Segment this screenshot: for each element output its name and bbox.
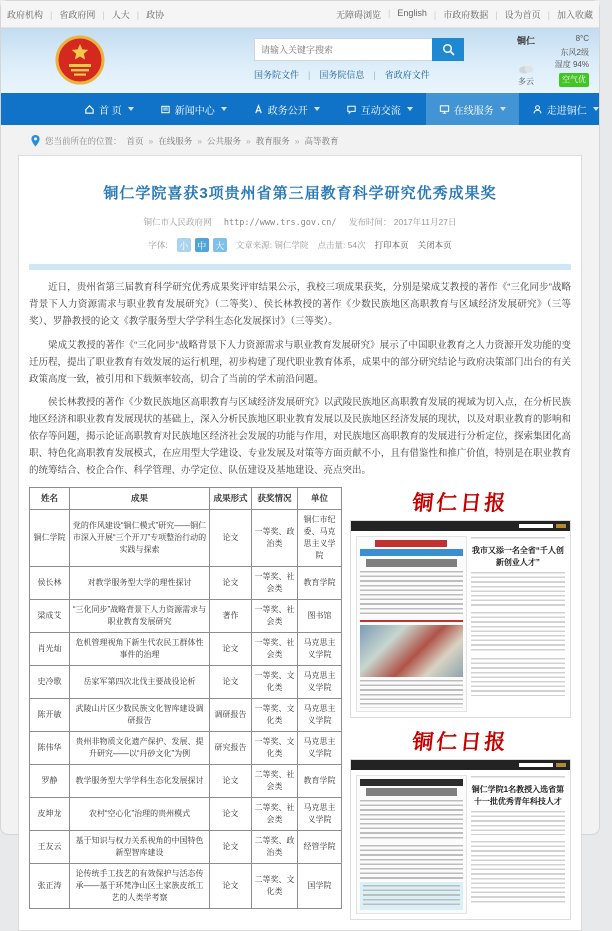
chevron-down-icon xyxy=(221,107,227,111)
awards-table xyxy=(29,487,342,909)
cell-unit: 教育学院 xyxy=(298,764,342,797)
font-large-button[interactable]: 大 xyxy=(213,238,227,252)
nav-label: 走进铜仁 xyxy=(546,105,587,117)
paper-text-sim xyxy=(360,680,463,708)
article-source: 文章来源: 铜仁学院 xyxy=(235,240,309,250)
cell-achievement: 党的作风建设“铜仁模式”研究——铜仁市深入开展“三个开刀”专项整治行动的实践与探索 xyxy=(70,509,210,566)
article-title: 铜仁学院喜获3项贵州省第三届教育科学研究优秀成果奖 xyxy=(103,185,497,202)
table-header-row xyxy=(30,487,342,509)
article-text-sim xyxy=(471,841,565,905)
cell-achievement: 农村“空心化”治理的贵州模式 xyxy=(70,797,210,830)
cell-achievement: 论传统手工技艺的有效保护与活态传承——基于环梵净山区土家族皮纸工艺的人类学考察 xyxy=(70,863,210,908)
cell-achievement: 基于知识与权力关系视角的中国特色新型智库建设 xyxy=(70,830,210,863)
cell-form: 论文 xyxy=(210,509,252,566)
nav-label: 新闻中心 xyxy=(174,105,215,117)
top-link[interactable]: | 市政府数据 xyxy=(427,8,488,21)
cell-form: 论文 xyxy=(210,566,252,599)
clipping-1-screenshot xyxy=(350,520,571,718)
cell-form: 论文 xyxy=(210,863,252,908)
air-quality-badge: 空气优 xyxy=(559,73,589,87)
cell-name: 史冷歌 xyxy=(30,665,70,698)
table-row xyxy=(30,830,342,863)
weather-temp: 8°C xyxy=(575,34,589,43)
cell-award: 二等奖、政治类 xyxy=(252,830,298,863)
publish-time: 发布时间： 2017年11月27日 xyxy=(348,217,457,227)
web-article xyxy=(471,536,565,712)
cell-form: 论文 xyxy=(210,665,252,698)
weather-humidity: 湿度 94% xyxy=(554,60,589,69)
search-area xyxy=(254,38,464,81)
cell-form: 论文 xyxy=(210,764,252,797)
home-icon xyxy=(84,104,95,115)
cell-achievement: 岳家军第四次北伐主要战役论析 xyxy=(70,665,210,698)
cell-award: 二等奖、文化类 xyxy=(252,863,298,908)
cell-name: 张正涛 xyxy=(30,863,70,908)
table-row xyxy=(30,863,342,908)
search-icon xyxy=(442,43,455,56)
awards-table-body xyxy=(30,509,342,908)
cell-award: 一等奖、社会类 xyxy=(252,566,298,599)
top-link[interactable]: | 人大 xyxy=(95,8,129,21)
cell-form: 论文 xyxy=(210,797,252,830)
close-page-button[interactable]: 关闭本页 xyxy=(417,240,452,250)
breadcrumb-link[interactable]: » 高等教育 xyxy=(290,135,339,147)
cell-form: 调研报告 xyxy=(210,698,252,731)
cell-unit: 国学院 xyxy=(298,863,342,908)
site-url[interactable]: http://www.trs.gov.cn/ xyxy=(223,218,337,228)
search-input[interactable] xyxy=(254,38,432,61)
paper-header-bar xyxy=(360,779,463,786)
search-button[interactable] xyxy=(432,38,464,61)
paper-headline-sim xyxy=(366,559,457,567)
cell-achievement: 对教学服务型大学的理性探讨 xyxy=(70,566,210,599)
col-header-unit: 单位 xyxy=(298,487,342,509)
site-header xyxy=(1,28,599,93)
nav-item-about-tongren[interactable] xyxy=(519,93,612,125)
monitor-icon xyxy=(439,104,450,115)
top-utility-bar xyxy=(1,1,599,28)
seal-icon xyxy=(253,104,264,115)
national-emblem-logo xyxy=(56,36,104,84)
main-nav xyxy=(1,93,599,125)
nav-item-online-services[interactable] xyxy=(426,93,519,125)
article-text-sim xyxy=(471,811,565,835)
person-icon xyxy=(532,104,543,115)
article-toolbar xyxy=(29,238,571,252)
cell-achievement: 贵州非物质文化遗产保护、发展、提升研究——以“丹砂文化”为例 xyxy=(70,731,210,764)
nav-label: 政务公开 xyxy=(267,105,308,117)
chevron-down-icon xyxy=(314,107,320,111)
nav-label: 首 页 xyxy=(99,105,122,117)
breadcrumb-link[interactable]: » 公共服务 xyxy=(192,135,241,147)
cell-name: 皮坤龙 xyxy=(30,797,70,830)
article-text-sim xyxy=(471,612,565,652)
article-paragraph: 侯长林教授的著作《少数民族地区高职教育与区域经济发展研究》以武陵民族地区高职教育发展的视域为切入点，在分析民族地区经济和职业教育发展现状的基础上，深入分析民族地区职业教育发展以及民族地区经济发展的现状，以及对职业教育的影响和依存等问题，揭示论证高职教育对民族地区经济社会发展的功能与作用，对民族地区高职教育的发展进行分析定位，探索集团化高职、特色化高职教育发展模式，在应用型大学建设、专业发展及对策等方面贡献不小，且有借鉴性和推广价值，特别是在职业教育的统筹结合、校企合作、科学管理、办学定位、队伍建设及基地建设、亮点突出。 xyxy=(29,397,571,477)
cell-unit: 马克思主义学院 xyxy=(298,698,342,731)
table-row xyxy=(30,698,342,731)
cloud-icon xyxy=(517,62,535,74)
table-row xyxy=(30,764,342,797)
clipping-2-screenshot xyxy=(350,759,571,920)
header-quick-links xyxy=(254,68,464,81)
cell-unit: 铜仁市纪委、马克思主义学院 xyxy=(298,509,342,566)
lower-content xyxy=(29,487,571,920)
cell-form: 论文 xyxy=(210,830,252,863)
cell-award: 一等奖、文化类 xyxy=(252,731,298,764)
quick-link[interactable]: | 国务院信息 xyxy=(299,68,364,81)
table-row xyxy=(30,731,342,764)
breadcrumb-link[interactable]: » 教育服务 xyxy=(241,135,290,147)
cell-name: 肖光灿 xyxy=(30,632,70,665)
table-row xyxy=(30,797,342,830)
nav-item-gov-affairs[interactable] xyxy=(240,93,333,125)
cell-award: 一等奖、文化类 xyxy=(252,665,298,698)
quick-link[interactable]: 国务院文件 xyxy=(254,70,300,80)
newspaper-masthead: 铜仁日报 xyxy=(411,728,510,754)
top-right-links xyxy=(336,8,593,21)
nav-item-home[interactable] xyxy=(71,93,147,125)
article-paragraph: 梁成艾教授的著作《“三化同步”战略背景下人力资源需求与职业教育发展研究》展示了中国职业教育之人力资源开发功能的变迁历程，提出了职业教育有效发展的运行机理，初步构建了现代职业教育体系，成果中的部分研究结论与政府决策部门出台的有关政策高度一致，被引用和下载频率较高，切合了当前的学术前沿问题。 xyxy=(29,339,571,385)
newspaper-clippings xyxy=(350,487,571,920)
table-row xyxy=(30,599,342,632)
cell-unit: 马克思主义学院 xyxy=(298,665,342,698)
top-link[interactable]: | English xyxy=(381,8,427,21)
article-date-sim xyxy=(471,537,565,541)
cell-form: 著作 xyxy=(210,599,252,632)
paper-masthead-bar xyxy=(375,540,447,547)
mini-search-button xyxy=(556,763,566,767)
cell-name: 罗静 xyxy=(30,764,70,797)
paper-blue-banner xyxy=(360,549,463,556)
top-link[interactable]: 无障碍浏览 xyxy=(336,9,382,20)
cell-name: 陈开敏 xyxy=(30,698,70,731)
scanned-newspaper-page xyxy=(356,536,467,712)
weather-widget xyxy=(517,34,589,87)
cell-unit: 经管学院 xyxy=(298,830,342,863)
cell-award: 一等奖、文化类 xyxy=(252,698,298,731)
section-divider xyxy=(29,264,571,270)
click-count: 点击量: 54次 xyxy=(317,240,366,250)
chevron-down-icon xyxy=(593,107,599,111)
article-paragraph: 近日，贵州省第三届教育科学研究优秀成果奖评审结果公示，我校三项成果获奖，分别是梁成艾教授的著作《“三化同步”战略背景下人力资源需求与职业教育发展研究》（二等奖）、侯长林教授的著作《少数民族地区高职教育与区域经济发展研究》（三等奖）、罗静教授的论文《教学服务型大学学科生态化发展探讨》（三等奖）。 xyxy=(29,282,571,327)
cell-achievement: “三化同步”战略背景下人力资源需求与职业教育发展研究 xyxy=(70,599,210,632)
mini-search-field xyxy=(519,524,553,528)
font-size-label: 字体: xyxy=(148,240,168,250)
mini-site-topbar xyxy=(351,521,570,531)
cell-unit: 马克思主义学院 xyxy=(298,632,342,665)
cell-name: 王友云 xyxy=(30,830,70,863)
cell-unit: 马克思主义学院 xyxy=(298,797,342,830)
cell-unit: 图书馆 xyxy=(298,599,342,632)
breadcrumb-prefix: 您当前所在的位置： xyxy=(45,136,122,146)
cell-achievement: 教学服务型大学学科生态化发展探讨 xyxy=(70,764,210,797)
clipping-headline: 铜仁学院1名教授入选省第十一批优秀青年科技人才 xyxy=(471,784,565,806)
cell-unit: 教育学院 xyxy=(298,566,342,599)
nav-item-interaction[interactable] xyxy=(333,93,426,125)
article-text-sim xyxy=(471,658,565,696)
weather-wind: 东风2级 xyxy=(560,48,589,57)
clipping-1 xyxy=(350,487,571,718)
nav-item-news[interactable] xyxy=(147,93,240,125)
cell-unit: 马克思主义学院 xyxy=(298,731,342,764)
newspaper-masthead: 铜仁日报 xyxy=(411,489,510,515)
top-link[interactable]: | 政协 xyxy=(130,8,164,21)
font-size-controls xyxy=(177,238,227,252)
top-link[interactable]: | 省政府网 xyxy=(43,8,95,21)
table-row xyxy=(30,665,342,698)
breadcrumb-link[interactable]: 首页 xyxy=(126,136,144,146)
breadcrumb-link[interactable]: » 在线服务 xyxy=(144,135,193,147)
cell-form: 论文 xyxy=(210,632,252,665)
paper-red-rule xyxy=(360,620,463,622)
font-medium-button[interactable]: 中 xyxy=(195,238,209,252)
top-link[interactable]: 政府机构 xyxy=(7,9,44,20)
newspaper-icon xyxy=(160,104,171,115)
mini-search-field xyxy=(519,763,553,767)
cell-award: 二等奖、社会类 xyxy=(252,797,298,830)
article-meta-source-line xyxy=(29,216,571,228)
chevron-down-icon xyxy=(407,107,413,111)
paper-headline-sim xyxy=(366,788,457,796)
cell-achievement: 武陵山片区少数民族文化智库建设调研报告 xyxy=(70,698,210,731)
top-link[interactable]: | 加入收藏 xyxy=(541,8,593,21)
article-card xyxy=(18,155,582,931)
quick-link[interactable]: | 省政府文件 xyxy=(364,68,429,81)
col-header-name: 姓名 xyxy=(30,487,70,509)
weather-city: 铜仁 xyxy=(517,36,536,46)
cell-award: 一等奖、社会类 xyxy=(252,599,298,632)
chat-bubble-icon xyxy=(346,104,357,115)
paper-text-sim xyxy=(360,845,463,879)
cell-name: 陈伟华 xyxy=(30,731,70,764)
cell-achievement: 危机管理视角下新生代农民工群体性事件的治理 xyxy=(70,632,210,665)
site-name: 铜仁市人民政府网 xyxy=(143,217,212,227)
paper-photo xyxy=(360,625,463,677)
mini-site-topbar xyxy=(351,760,570,770)
location-pin-icon xyxy=(31,135,40,147)
top-left-links xyxy=(7,8,164,21)
article-text-sim xyxy=(471,572,565,606)
cell-award: 一等奖、社会类 xyxy=(252,632,298,665)
chevron-down-icon xyxy=(128,107,134,111)
breadcrumb xyxy=(1,125,599,155)
cell-name: 梁成艾 xyxy=(30,599,70,632)
web-article xyxy=(471,775,565,914)
clipping-headline: 我市又添一名全省“千人创新创业人才” xyxy=(471,545,564,567)
chevron-down-icon xyxy=(500,107,506,111)
print-page-button[interactable]: 打印本页 xyxy=(374,240,409,250)
nav-label: 互动交流 xyxy=(360,105,401,117)
scanned-newspaper-page xyxy=(356,775,467,914)
cell-name: 侯长林 xyxy=(30,566,70,599)
paper-text-sim xyxy=(360,571,463,617)
cell-name: 铜仁学院 xyxy=(30,509,70,566)
clipping-2 xyxy=(350,726,571,920)
breadcrumb-items xyxy=(127,135,339,147)
col-header-achievement: 成果 xyxy=(70,487,210,509)
article-date-sim xyxy=(471,776,565,780)
cell-award: 一等奖、政治类 xyxy=(252,509,298,566)
weather-condition: 多云 xyxy=(518,77,534,86)
col-header-form: 成果形式 xyxy=(210,487,252,509)
cell-award: 二等奖、社会类 xyxy=(252,764,298,797)
cell-form: 研究报告 xyxy=(210,731,252,764)
table-row xyxy=(30,632,342,665)
table-row xyxy=(30,509,342,566)
col-header-award: 获奖情况 xyxy=(252,487,298,509)
paper-text-sim xyxy=(360,800,463,840)
table-row xyxy=(30,566,342,599)
font-small-button[interactable]: 小 xyxy=(177,238,191,252)
mini-search-button xyxy=(556,524,566,528)
paper-text-sim xyxy=(363,885,460,907)
nav-label: 在线服务 xyxy=(453,105,494,117)
paper-highlight-box xyxy=(360,882,463,910)
top-link[interactable]: | 设为首页 xyxy=(488,8,540,21)
